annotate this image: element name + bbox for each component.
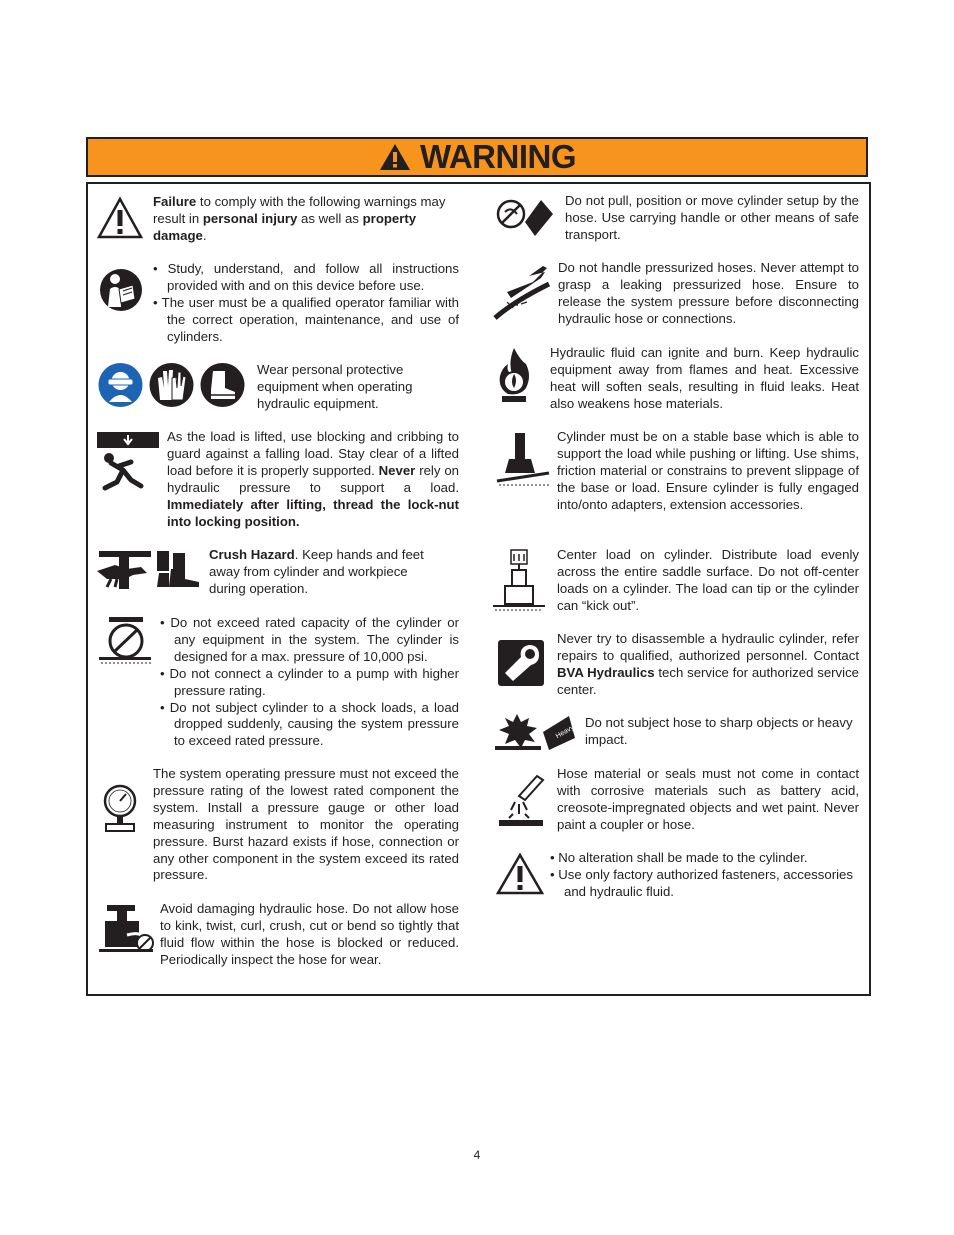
crush-hazard-hand-icon	[97, 549, 153, 589]
wrench-icon	[497, 639, 545, 687]
warning-sharp-objects: Do not subject hose to sharp objects or heavy impact.	[585, 715, 853, 747]
list-item: • The user must be a qualified operator familiar with the correct operation, maintenance, and use of cylinders.	[153, 294, 459, 344]
flame-icon	[496, 346, 532, 404]
warning-center-load: Center load on cylinder. Distribute load evenly across the entire saddle surface. Do not off-center loads on a cylinder. The load can tip or the cylinder can “kick out”.	[557, 547, 859, 613]
corrosive-icon	[497, 768, 545, 828]
caution-triangle-icon	[97, 196, 143, 240]
pressure-gauge-icon	[102, 784, 138, 834]
warning-instructions	[153, 261, 459, 346]
warning-flames-heat: Hydraulic fluid can ignite and burn. Keep hydraulic equipment away from flames and heat. Excessive heat will soften seals, resulting in fluid leaks. Heat also weakens hose materials.	[550, 345, 859, 411]
warning-system-pressure: The system operating pressure must not exceed the pressure rating of the lowest rated component the system. Install a pressure gauge or other load measuring instrument to monitor the operating pressure. Burst hazard exists if hose, connection or any other component in the system exceed its rated pressure.	[153, 766, 459, 883]
heavy-weight-icon	[541, 712, 577, 752]
list-item: • No alteration shall be made to the cylinder.	[550, 850, 808, 865]
warning-banner	[86, 137, 868, 177]
warning-no-alteration	[550, 850, 859, 901]
falling-load-icon	[97, 432, 159, 496]
list-item: • Use only factory authorized fasteners, accessories and hydraulic fluid.	[550, 866, 853, 899]
warning-crush-hazard: Crush Hazard. Keep hands and feet away from cylinder and workpiece during operation.	[209, 547, 424, 596]
list-item: • Study, understand, and follow all instructions provided with and on this device before use.	[153, 261, 459, 293]
warning-falling-load: As the load is lifted, use blocking and cribbing to guard against a falling load. Stay clear of a lifted load before it is properly supported. Never rely on hydraulic pressure to support a load. Immediately after lifting, thread the lock-nut into locking position.	[167, 429, 459, 529]
warning-disassembly: Never try to disassemble a hydraulic cylinder, refer repairs to qualified, authorized personnel. Contact BVA Hydraulics tech service for authorized service center.	[557, 631, 859, 697]
crush-hazard-foot-icon	[155, 549, 201, 589]
list-item: • Do not exceed rated capacity of the cylinder or any equipment in the system. The cylinder is designed for a max. pressure of 10,000 psi.	[160, 615, 459, 664]
eye-protection-icon	[97, 362, 144, 408]
safety-boots-icon	[199, 362, 246, 408]
overload-gauge-icon	[97, 617, 155, 665]
svg-text:Heavy: Heavy	[554, 724, 576, 741]
hose-damage-icon	[97, 905, 155, 955]
warning-rated-capacity	[160, 615, 459, 750]
center-load-icon	[493, 548, 545, 612]
warning-corrosive: Hose material or seals must not come in contact with corrosive materials such as battery acid, creosote-impregnated objects and wet paint. Never paint a coupler or hose.	[557, 766, 859, 832]
caution-triangle-icon	[496, 852, 544, 896]
no-pull-hose-icon	[495, 196, 555, 238]
list-item: • Do not subject cylinder to a shock loads, a load dropped suddenly, causing the system pressure to exceed rated pressure.	[160, 699, 459, 749]
page-number: 4	[473, 1148, 481, 1162]
warning-no-pull-hose: Do not pull, position or move cylinder setup by the hose. Use carrying handle or other means of safe transport.	[565, 193, 859, 242]
warning-triangle-icon	[378, 142, 412, 172]
warning-stable-base: Cylinder must be on a stable base which is able to support the load while pushing or lifting. Use shims, friction material or constrains to prevent slippage of the base or load. Ensure cylinder is fully engaged into/onto adapters, extension accessories.	[557, 429, 859, 512]
sharp-objects-icon	[495, 712, 541, 752]
page-title: WARNING	[420, 138, 576, 175]
warning-pressurized-hose: Do not handle pressurized hoses. Never attempt to grasp a leaking pressurized hose. Ensure to release the system pressure before disconnecting hydraulic hose or connections.	[558, 260, 859, 326]
read-manual-icon	[97, 267, 145, 313]
gloves-icon	[148, 362, 195, 408]
warning-failure-to-comply: Failure to comply with the following warnings may result in personal injury as well as property damage.	[153, 194, 446, 243]
warning-ppe: Wear personal protective equipment when operating hydraulic equipment.	[257, 362, 413, 411]
stable-base-icon	[495, 433, 551, 489]
warning-hose-damage: Avoid damaging hydraulic hose. Do not allow hose to kink, twist, curl, crush, cut or bend so tightly that fluid flow within the hose is blocked or reduced. Periodically inspect the hose for wear.	[160, 901, 459, 967]
list-item: • Do not connect a cylinder to a pump with higher pressure rating.	[160, 665, 459, 698]
pressurized-hose-hand-icon	[493, 262, 551, 320]
